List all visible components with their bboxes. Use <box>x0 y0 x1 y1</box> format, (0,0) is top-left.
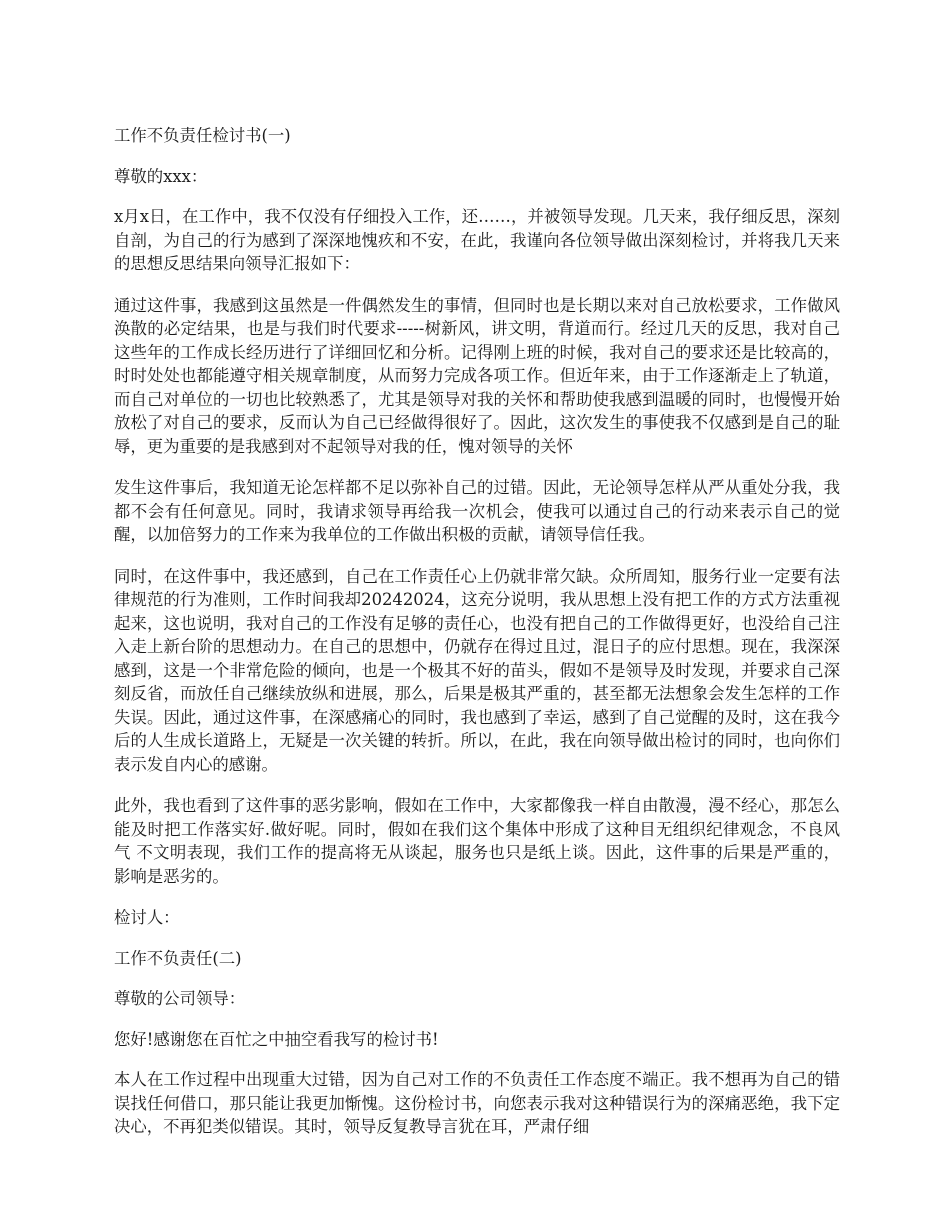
paragraph-3: 发生这件事后，我知道无论怎样都不足以弥补自己的过错。因此，无论领导怎样从严从重处分我，我都不会有任何意见。同时，我请求领导再给我一次机会，使我可以通过自己的行动来表示自己的觉醒，以加倍努力的工作来为我单位的工作做出积极的贡献，请领导信任我。 <box>114 478 840 544</box>
paragraph-2: 通过这件事，我感到这虽然是一件偶然发生的事情，但同时也是长期以来对自己放松要求，工作做风涣散的必定结果，也是与我们时代要求-----树新风，讲文明，背道而行。经过几天的反思，我对自己这些年的工作成长经历进行了详细回忆和分析。记得刚上班的时候，我对自己的要求还是比较高的，时时处处也都能遵守相关规章制度，从而努力完成各项工作。但近年来，由于工作逐渐走上了轨道，而自己对单位的一切也比较熟悉了，尤其是领导对我的关怀和帮助使我感到温暖的同时，也慢慢开始放松了对自己的要求，反而认为自己已经做得很好了。因此，这次发生的事使我不仅感到是自己的耻辱，更为重要的是我感到对不起领导对我的任，愧对领导的关怀 <box>114 295 840 456</box>
document-body <box>114 124 840 1157</box>
document-title-2: 工作不负责任(二) <box>114 948 242 968</box>
signer-line: 检讨人： <box>114 908 180 927</box>
document-title-1: 工作不负责任检讨书(一) <box>114 126 291 145</box>
paragraph-5: 此外，我也看到了这件事的恶劣影响，假如在工作中，大家都像我一样自由散漫，漫不经心，那怎么能及时把工作落实好.做好呢。同时，假如在我们这个集体中形成了这种目无组织纪律观念，不良风气 不文明表现，我们工作的提高将无从谈起，服务也只是纸上谈。因此，这件事的后果是严重的，影响是恶劣的。 <box>114 796 840 886</box>
paragraph-1: x月x日，在工作中，我不仅没有仔细投入工作，还……，并被领导发现。几天来，我仔细反思，深刻自剖，为自己的行为感到了深深地愧疚和不安，在此，我谨向各位领导做出深刻检讨，并将我几天来的思想反思结果向领导汇报如下： <box>114 207 840 273</box>
salutation-2: 尊敬的公司领导： <box>114 989 246 1008</box>
paragraph-6: 本人在工作过程中出现重大过错，因为自己对工作的不负责任工作态度不端正。我不想再为自己的错误找任何借口，那只能让我更加惭愧。这份检讨书，向您表示我对这种错误行为的深痛恶绝，我下定决心，不再犯类似错误。其时，领导反复教导言犹在耳，严肃仔细 <box>114 1070 840 1136</box>
paragraph-4: 同时，在这件事中，我还感到，自己在工作责任心上仍就非常欠缺。众所周知，服务行业一定要有法律规范的行为准则，工作时间我却20242024，这充分说明，我从思想上没有把工作的方式方法重视起来，这也说明，我对自己的工作没有足够的责任心，也没有把自己的工作做得更好，也没给自己注入走上新台阶的思想动力。在自己的思想中，仍就存在得过且过，混日子的应付思想。现在，我深深感到，这是一个非常危险的倾向，也是一个极其不好的苗头，假如不是领导及时发现，并要求自己深刻反省，而放任自己继续放纵和进展，那么，后果是极其严重的，甚至都无法想象会发生怎样的工作失误。因此，通过这件事，在深感痛心的同时，我也感到了幸运，感到了自己觉醒的及时，这在我今后的人生成长道路上，无疑是一次关键的转折。所以，在此，我在向领导做出检讨的同时，也向你们表示发自内心的感谢。 <box>114 566 840 774</box>
salutation-1: 尊敬的xxx： <box>114 166 208 186</box>
greeting-line: 您好!感谢您在百忙之中抽空看我写的检讨书! <box>114 1029 439 1049</box>
